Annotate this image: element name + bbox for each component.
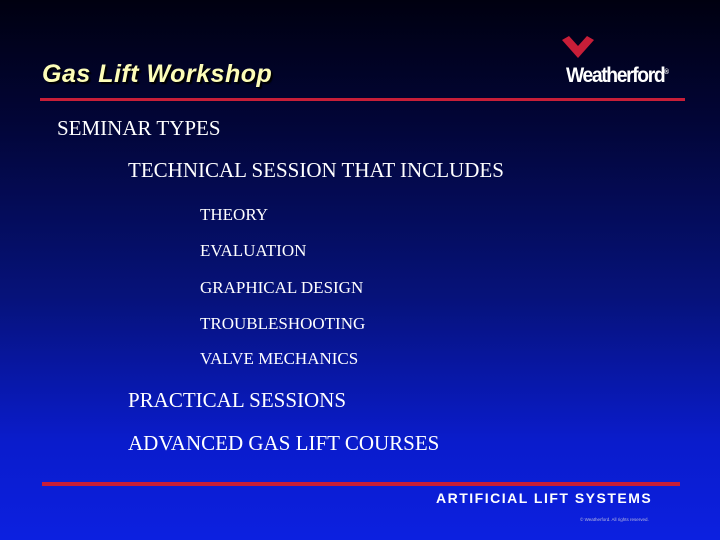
slide-title: Gas Lift Workshop [42,60,273,88]
copyright-notice: © Weatherford. All rights reserved. [580,517,649,522]
header-divider [40,98,685,101]
topic-item: EVALUATION [200,241,307,260]
technical-session-item: TECHNICAL SESSION THAT INCLUDES [128,158,504,182]
footer-divider [42,482,680,486]
topic-item: VALVE MECHANICS [200,349,359,368]
topic-item: GRAPHICAL DESIGN [200,278,364,297]
logo-text: Weatherford [566,64,665,87]
company-logo [566,64,669,88]
footer-division: ARTIFICIAL LIFT SYSTEMS [436,490,653,506]
weatherford-w-icon [562,36,594,60]
advanced-courses-item: ADVANCED GAS LIFT COURSES [128,431,440,455]
topic-item: TROUBLESHOOTING [200,314,366,333]
topic-item: THEORY [200,205,268,224]
section-heading: SEMINAR TYPES [57,116,221,140]
practical-sessions-item: PRACTICAL SESSIONS [128,388,347,412]
registered-mark: ® [664,69,670,76]
